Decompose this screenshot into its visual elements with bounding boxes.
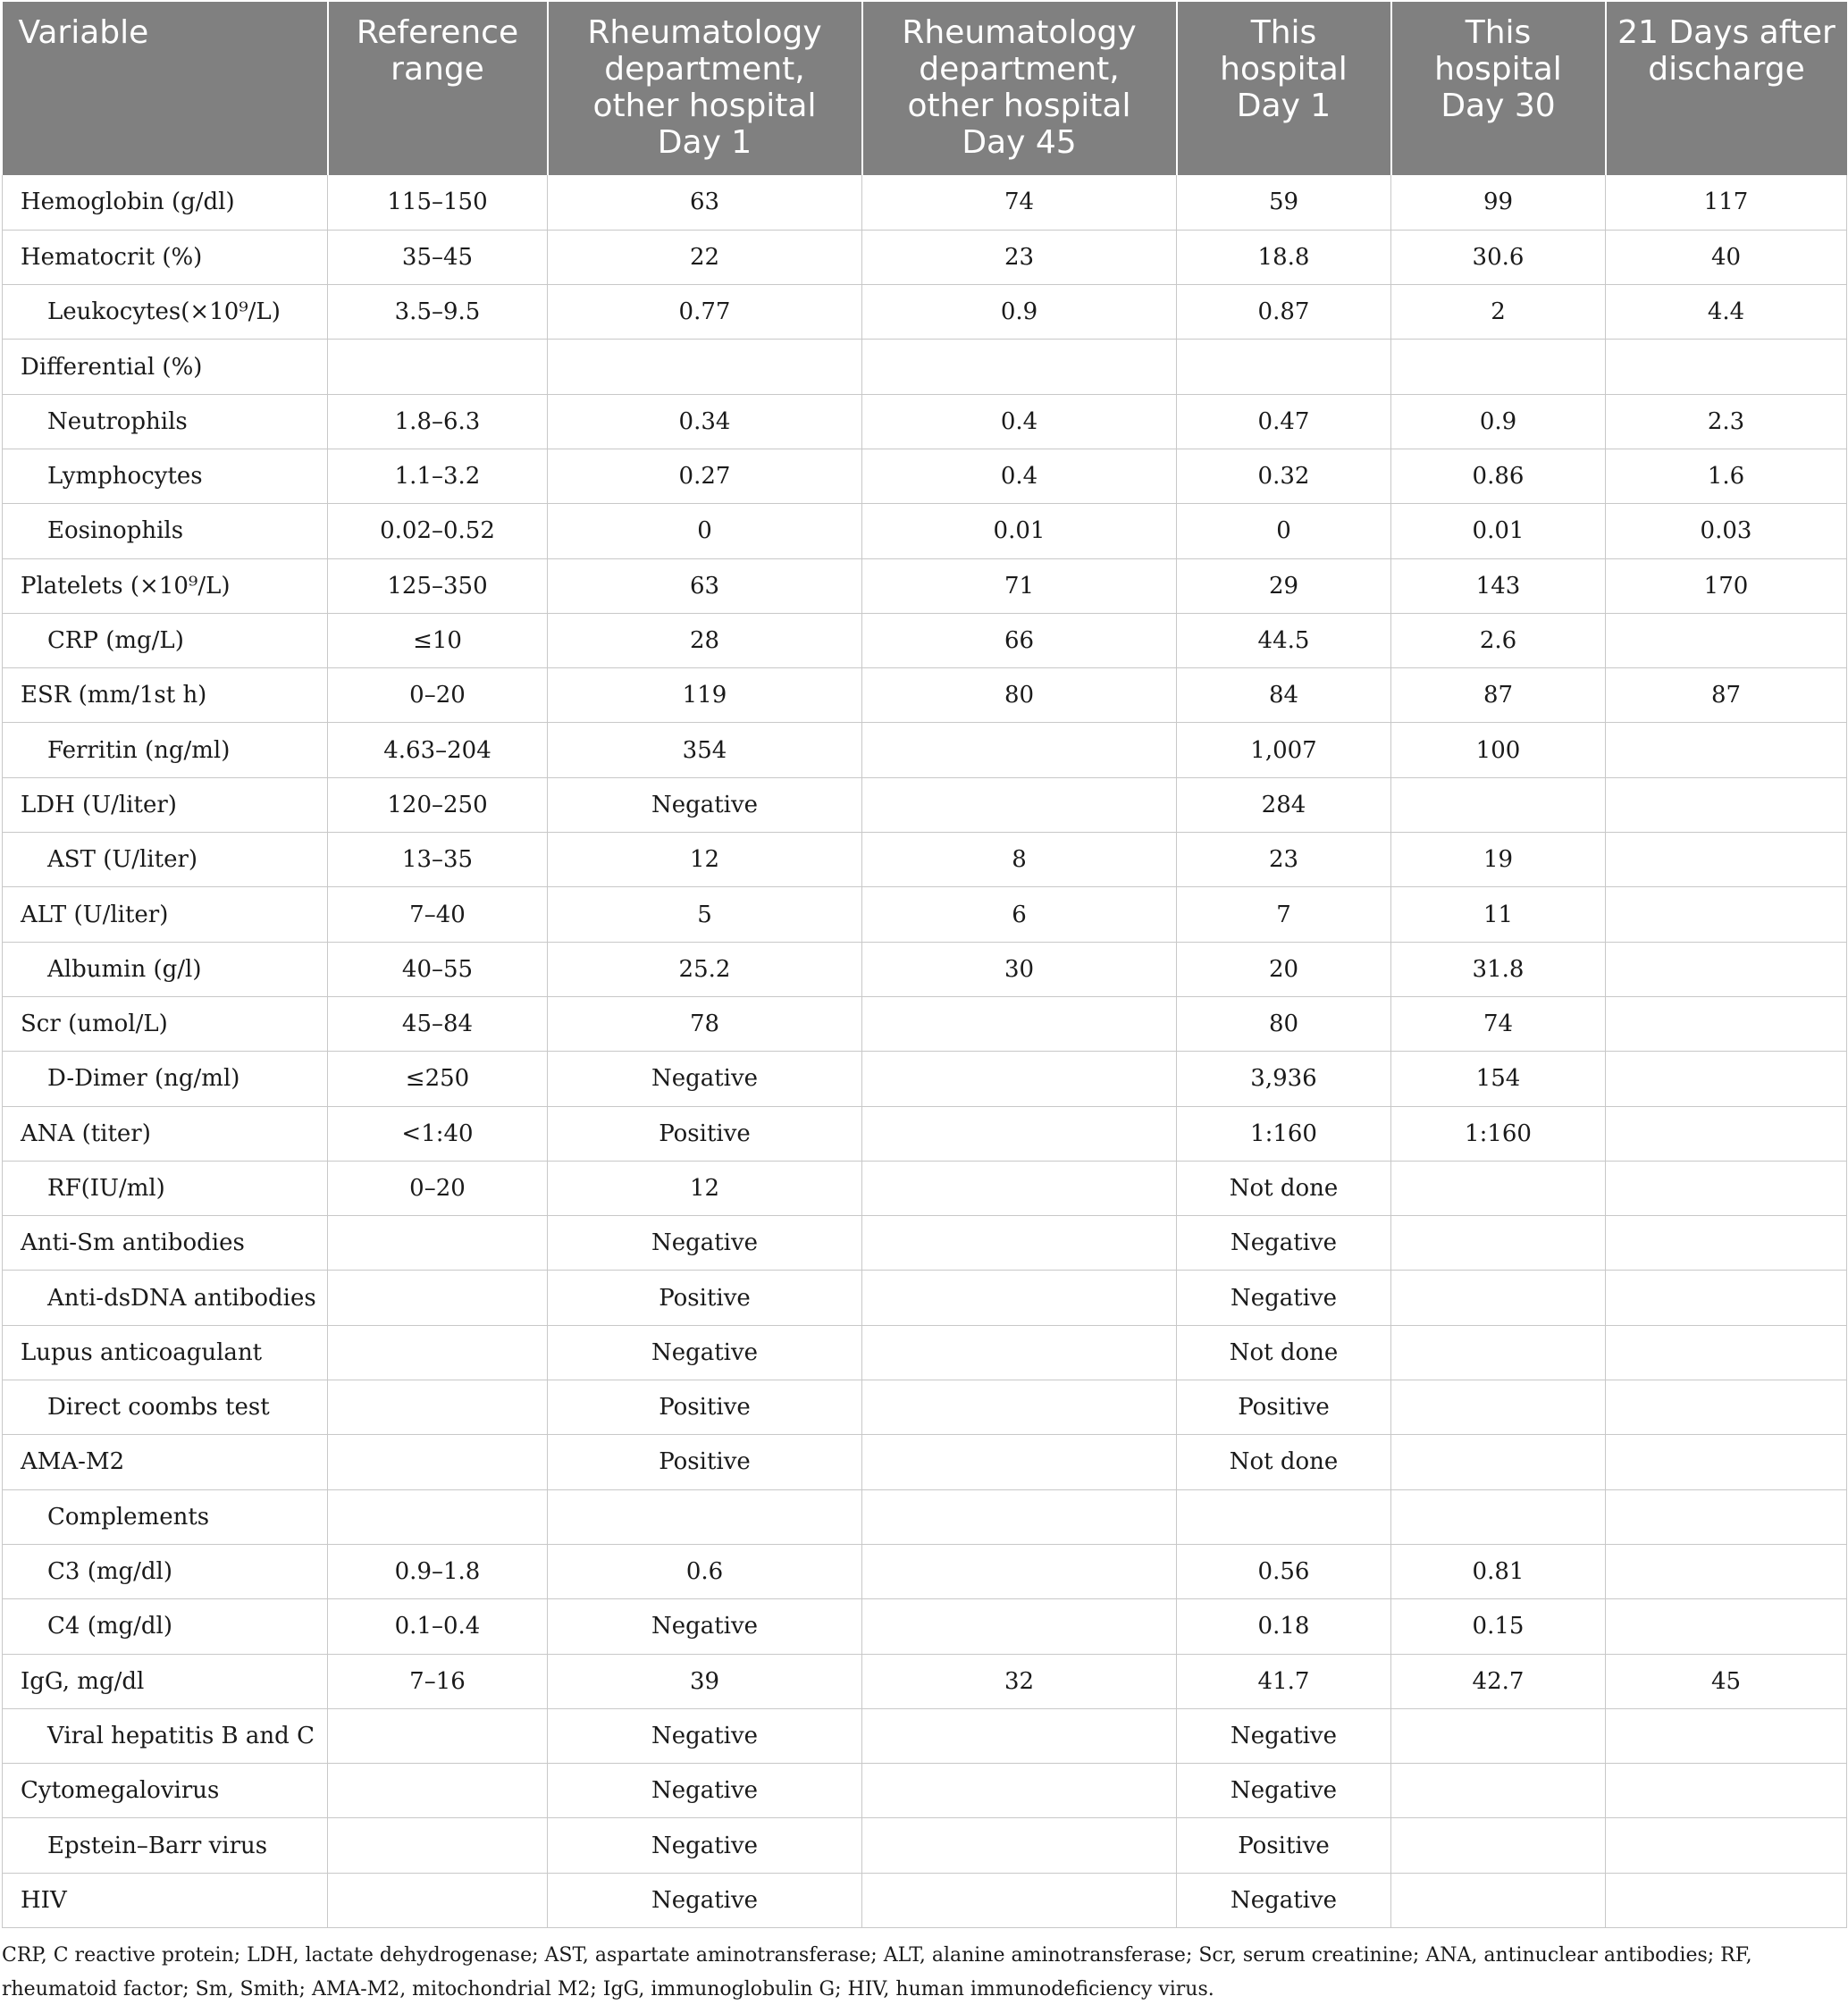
value-cell: Negative <box>548 1873 862 1927</box>
value-cell <box>1177 340 1391 394</box>
value-cell: 0.01 <box>862 504 1177 558</box>
column-header-line: Day 30 <box>1441 88 1556 124</box>
table-row <box>3 504 1847 558</box>
column-header-line: This <box>1465 14 1532 51</box>
value-cell: 45–84 <box>328 996 548 1051</box>
value-cell <box>328 1764 548 1818</box>
value-cell: 0.32 <box>1177 449 1391 503</box>
value-cell <box>328 1380 548 1435</box>
variable-cell: Ferritin (ng/ml) <box>3 723 328 777</box>
value-cell: 5 <box>548 887 862 942</box>
column-header-variable <box>3 2 328 175</box>
value-cell: 20 <box>1177 942 1391 996</box>
value-cell: 32 <box>862 1654 1177 1708</box>
table-row <box>3 1873 1847 1927</box>
value-cell <box>548 340 862 394</box>
value-cell: Negative <box>548 1325 862 1380</box>
value-cell: 0.02–0.52 <box>328 504 548 558</box>
table-row <box>3 1271 1847 1325</box>
value-cell: 12 <box>548 833 862 887</box>
value-cell <box>1606 833 1847 887</box>
column-header-line: department, <box>919 51 1120 88</box>
value-cell <box>862 996 1177 1051</box>
value-cell: 66 <box>862 613 1177 667</box>
value-cell <box>1606 1271 1847 1325</box>
value-cell: 63 <box>548 175 862 230</box>
value-cell: 1.6 <box>1606 449 1847 503</box>
value-cell: 23 <box>862 230 1177 284</box>
value-cell <box>1391 1818 1606 1873</box>
value-cell <box>862 1818 1177 1873</box>
value-cell <box>862 1708 1177 1763</box>
table-row <box>3 558 1847 613</box>
variable-cell: Epstein–Barr virus <box>3 1818 328 1873</box>
value-cell <box>862 777 1177 832</box>
value-cell: 0.6 <box>548 1544 862 1598</box>
variable-cell: Lymphocytes <box>3 449 328 503</box>
value-cell: 0.4 <box>862 394 1177 449</box>
column-header-reference-range <box>328 2 548 175</box>
value-cell: 30.6 <box>1391 230 1606 284</box>
value-cell <box>862 1599 1177 1654</box>
value-cell: 0.56 <box>1177 1544 1391 1598</box>
value-cell: 99 <box>1391 175 1606 230</box>
value-cell <box>862 1544 1177 1598</box>
value-cell: 22 <box>548 230 862 284</box>
value-cell: 0.86 <box>1391 449 1606 503</box>
variable-cell: Direct coombs test <box>3 1380 328 1435</box>
column-header-line: hospital <box>1434 51 1562 88</box>
column-header-line: other hospital <box>907 88 1131 124</box>
column-header-line: other hospital <box>592 88 817 124</box>
variable-cell: Hematocrit (%) <box>3 230 328 284</box>
value-cell <box>1606 1544 1847 1598</box>
value-cell <box>328 1216 548 1271</box>
value-cell: Negative <box>1177 1216 1391 1271</box>
value-cell: 0.27 <box>548 449 862 503</box>
value-cell: 84 <box>1177 668 1391 723</box>
value-cell: 284 <box>1177 777 1391 832</box>
value-cell: 19 <box>1391 833 1606 887</box>
value-cell: 35–45 <box>328 230 548 284</box>
value-cell: 63 <box>548 558 862 613</box>
value-cell <box>1177 1489 1391 1544</box>
value-cell <box>1606 1052 1847 1106</box>
table-row <box>3 1435 1847 1489</box>
table-row <box>3 723 1847 777</box>
value-cell: 4.4 <box>1606 285 1847 340</box>
value-cell: 117 <box>1606 175 1847 230</box>
value-cell: 71 <box>862 558 1177 613</box>
column-header-line: hospital <box>1220 51 1348 88</box>
value-cell <box>1606 777 1847 832</box>
value-cell <box>548 1489 862 1544</box>
value-cell: 0–20 <box>328 668 548 723</box>
value-cell: 28 <box>548 613 862 667</box>
value-cell: 78 <box>548 996 862 1051</box>
value-cell: 6 <box>862 887 1177 942</box>
value-cell: 2 <box>1391 285 1606 340</box>
value-cell: Negative <box>548 1818 862 1873</box>
value-cell <box>1606 1489 1847 1544</box>
table-footnote: CRP, C reactive protein; LDH, lactate dehydrogenase; AST, aspartate aminotransferase; ALT, alanine aminotransferase; Scr, serum creatinine; ANA, antinuclear antibodies; RF, rheumatoid factor; Sm, Smith; AMA-M2, mitochondrial M2; IgG, immunoglobulin G; HIV, human immunodeficiency virus. <box>2 1944 1752 2000</box>
value-cell: 0 <box>548 504 862 558</box>
value-cell <box>1606 1216 1847 1271</box>
value-cell: Positive <box>548 1435 862 1489</box>
value-cell: 0–20 <box>328 1161 548 1215</box>
variable-cell: HIV <box>3 1873 328 1927</box>
value-cell: 1.1–3.2 <box>328 449 548 503</box>
value-cell <box>1606 1435 1847 1489</box>
column-header-line: range <box>391 51 484 88</box>
variable-cell: C4 (mg/dl) <box>3 1599 328 1654</box>
variable-cell: IgG, mg/dl <box>3 1654 328 1708</box>
variable-cell: Lupus anticoagulant <box>3 1325 328 1380</box>
variable-cell: Scr (umol/L) <box>3 996 328 1051</box>
value-cell <box>862 1106 1177 1161</box>
variable-cell: Cytomegalovirus <box>3 1764 328 1818</box>
value-cell: Not done <box>1177 1325 1391 1380</box>
value-cell <box>862 1489 1177 1544</box>
value-cell <box>862 723 1177 777</box>
variable-cell: CRP (mg/L) <box>3 613 328 667</box>
value-cell: 0.4 <box>862 449 1177 503</box>
value-cell: Negative <box>1177 1764 1391 1818</box>
column-header-line: Day 45 <box>962 124 1077 161</box>
table-body <box>3 175 1847 1928</box>
value-cell <box>1391 777 1606 832</box>
table-header <box>3 2 1847 175</box>
value-cell: 354 <box>548 723 862 777</box>
value-cell: 0.9 <box>862 285 1177 340</box>
table-row <box>3 1708 1847 1763</box>
value-cell: 40–55 <box>328 942 548 996</box>
value-cell: 11 <box>1391 887 1606 942</box>
header-row <box>3 2 1847 175</box>
column-header-line: Variable <box>18 14 149 51</box>
value-cell: 0.03 <box>1606 504 1847 558</box>
variable-cell: Platelets (×10⁹/L) <box>3 558 328 613</box>
value-cell <box>328 1708 548 1763</box>
value-cell: 0 <box>1177 504 1391 558</box>
value-cell <box>862 1161 1177 1215</box>
value-cell <box>862 1271 1177 1325</box>
value-cell: 0.77 <box>548 285 862 340</box>
table-row <box>3 1599 1847 1654</box>
value-cell <box>862 1435 1177 1489</box>
variable-cell: Anti-Sm antibodies <box>3 1216 328 1271</box>
value-cell: 30 <box>862 942 1177 996</box>
value-cell: 0.34 <box>548 394 862 449</box>
variable-cell: Albumin (g/l) <box>3 942 328 996</box>
value-cell: 80 <box>862 668 1177 723</box>
value-cell: 4.63–204 <box>328 723 548 777</box>
value-cell: 0.01 <box>1391 504 1606 558</box>
value-cell: Negative <box>548 1216 862 1271</box>
value-cell: Negative <box>548 1708 862 1763</box>
value-cell: 0.9 <box>1391 394 1606 449</box>
value-cell <box>328 1873 548 1927</box>
value-cell <box>1391 1764 1606 1818</box>
value-cell <box>328 1435 548 1489</box>
table-row <box>3 1818 1847 1873</box>
value-cell <box>1606 1106 1847 1161</box>
value-cell: 120–250 <box>328 777 548 832</box>
value-cell: 154 <box>1391 1052 1606 1106</box>
value-cell <box>328 1325 548 1380</box>
variable-cell: Eosinophils <box>3 504 328 558</box>
value-cell <box>1391 340 1606 394</box>
value-cell <box>328 340 548 394</box>
value-cell: ≤250 <box>328 1052 548 1106</box>
value-cell: 143 <box>1391 558 1606 613</box>
value-cell: 87 <box>1606 668 1847 723</box>
value-cell: 18.8 <box>1177 230 1391 284</box>
value-cell <box>1391 1161 1606 1215</box>
value-cell: 1.8–6.3 <box>328 394 548 449</box>
table-row <box>3 833 1847 887</box>
value-cell: 170 <box>1606 558 1847 613</box>
value-cell <box>1391 1380 1606 1435</box>
value-cell: Negative <box>548 1764 862 1818</box>
value-cell: 0.47 <box>1177 394 1391 449</box>
value-cell <box>1606 1161 1847 1215</box>
variable-cell: Differential (%) <box>3 340 328 394</box>
column-header-line: discharge <box>1648 51 1805 88</box>
value-cell: Not done <box>1177 1435 1391 1489</box>
table-row <box>3 1106 1847 1161</box>
value-cell <box>328 1818 548 1873</box>
column-header-line: department, <box>604 51 805 88</box>
table-row <box>3 175 1847 230</box>
column-header-after-discharge-21days <box>1606 2 1847 175</box>
value-cell: 74 <box>862 175 1177 230</box>
table-row <box>3 1161 1847 1215</box>
column-header-line: Rheumatology <box>587 14 822 51</box>
value-cell <box>1391 1325 1606 1380</box>
value-cell <box>1606 1818 1847 1873</box>
value-cell <box>862 1052 1177 1106</box>
value-cell: 0.87 <box>1177 285 1391 340</box>
value-cell: 45 <box>1606 1654 1847 1708</box>
value-cell: 100 <box>1391 723 1606 777</box>
value-cell <box>862 1216 1177 1271</box>
value-cell <box>1606 1708 1847 1763</box>
value-cell <box>1606 1380 1847 1435</box>
value-cell: 29 <box>1177 558 1391 613</box>
table-row <box>3 1764 1847 1818</box>
value-cell: 3,936 <box>1177 1052 1391 1106</box>
table-row <box>3 1052 1847 1106</box>
variable-cell: Anti-dsDNA antibodies <box>3 1271 328 1325</box>
value-cell: Not done <box>1177 1161 1391 1215</box>
variable-cell: Viral hepatitis B and C <box>3 1708 328 1763</box>
table-row <box>3 394 1847 449</box>
table-row <box>3 996 1847 1051</box>
column-header-line: This <box>1250 14 1317 51</box>
value-cell: Positive <box>1177 1818 1391 1873</box>
value-cell: 25.2 <box>548 942 862 996</box>
value-cell: Negative <box>548 1052 862 1106</box>
value-cell <box>1606 340 1847 394</box>
value-cell: 7–16 <box>328 1654 548 1708</box>
variable-cell: AMA-M2 <box>3 1435 328 1489</box>
value-cell: 0.1–0.4 <box>328 1599 548 1654</box>
variable-cell: LDH (U/liter) <box>3 777 328 832</box>
value-cell: 13–35 <box>328 833 548 887</box>
value-cell <box>1606 996 1847 1051</box>
value-cell <box>1391 1708 1606 1763</box>
value-cell <box>1606 1325 1847 1380</box>
variable-cell: C3 (mg/dl) <box>3 1544 328 1598</box>
value-cell: Negative <box>548 777 862 832</box>
value-cell <box>1391 1489 1606 1544</box>
column-header-line: Day 1 <box>657 124 752 161</box>
table-row <box>3 230 1847 284</box>
value-cell: 59 <box>1177 175 1391 230</box>
value-cell: 12 <box>548 1161 862 1215</box>
value-cell: 0.15 <box>1391 1599 1606 1654</box>
table-row <box>3 1489 1847 1544</box>
value-cell: 0.9–1.8 <box>328 1544 548 1598</box>
value-cell: 87 <box>1391 668 1606 723</box>
value-cell: 39 <box>548 1654 862 1708</box>
value-cell: 1:160 <box>1177 1106 1391 1161</box>
value-cell <box>1391 1216 1606 1271</box>
value-cell: Negative <box>1177 1708 1391 1763</box>
column-header-line: 21 Days after <box>1617 14 1835 51</box>
column-header-this-hospital-day30 <box>1391 2 1606 175</box>
value-cell: 3.5–9.5 <box>328 285 548 340</box>
value-cell <box>1391 1873 1606 1927</box>
value-cell: 41.7 <box>1177 1654 1391 1708</box>
table-row <box>3 777 1847 832</box>
value-cell <box>1606 1873 1847 1927</box>
variable-cell: ALT (U/liter) <box>3 887 328 942</box>
value-cell <box>1606 1764 1847 1818</box>
value-cell <box>1606 887 1847 942</box>
variable-cell: Leukocytes(×10⁹/L) <box>3 285 328 340</box>
table-row <box>3 887 1847 942</box>
table-row <box>3 1325 1847 1380</box>
value-cell: <1:40 <box>328 1106 548 1161</box>
variable-cell: Neutrophils <box>3 394 328 449</box>
value-cell <box>1606 1599 1847 1654</box>
value-cell: 42.7 <box>1391 1654 1606 1708</box>
value-cell <box>862 1325 1177 1380</box>
value-cell: Negative <box>1177 1271 1391 1325</box>
value-cell: 40 <box>1606 230 1847 284</box>
value-cell <box>862 1873 1177 1927</box>
table-row <box>3 1380 1847 1435</box>
column-header-other-hospital-day1 <box>548 2 862 175</box>
value-cell: 7–40 <box>328 887 548 942</box>
value-cell: Negative <box>1177 1873 1391 1927</box>
value-cell <box>862 340 1177 394</box>
column-header-line: Reference <box>356 14 519 51</box>
value-cell: ≤10 <box>328 613 548 667</box>
value-cell: Positive <box>548 1106 862 1161</box>
value-cell: 23 <box>1177 833 1391 887</box>
value-cell: 74 <box>1391 996 1606 1051</box>
value-cell: 1,007 <box>1177 723 1391 777</box>
value-cell: Positive <box>1177 1380 1391 1435</box>
value-cell: 119 <box>548 668 862 723</box>
variable-cell: Complements <box>3 1489 328 1544</box>
value-cell <box>862 1764 1177 1818</box>
value-cell <box>1606 723 1847 777</box>
value-cell: 44.5 <box>1177 613 1391 667</box>
variable-cell: ESR (mm/1st h) <box>3 668 328 723</box>
value-cell: 8 <box>862 833 1177 887</box>
table-row <box>3 340 1847 394</box>
table-row <box>3 668 1847 723</box>
value-cell <box>1606 613 1847 667</box>
value-cell: 80 <box>1177 996 1391 1051</box>
column-header-line: Day 1 <box>1236 88 1331 124</box>
value-cell <box>1606 942 1847 996</box>
variable-cell: D-Dimer (ng/ml) <box>3 1052 328 1106</box>
value-cell: 7 <box>1177 887 1391 942</box>
table-row <box>3 449 1847 503</box>
table-row <box>3 942 1847 996</box>
table-row <box>3 285 1847 340</box>
value-cell: 115–150 <box>328 175 548 230</box>
variable-cell: AST (U/liter) <box>3 833 328 887</box>
variable-cell: ANA (titer) <box>3 1106 328 1161</box>
value-cell: 2.6 <box>1391 613 1606 667</box>
value-cell: 125–350 <box>328 558 548 613</box>
column-header-this-hospital-day1 <box>1177 2 1391 175</box>
table-row <box>3 1654 1847 1708</box>
table-row <box>3 1216 1847 1271</box>
value-cell <box>1391 1435 1606 1489</box>
value-cell: 31.8 <box>1391 942 1606 996</box>
value-cell: 0.18 <box>1177 1599 1391 1654</box>
column-header-line: Rheumatology <box>902 14 1137 51</box>
column-header-other-hospital-day45 <box>862 2 1177 175</box>
value-cell: Negative <box>548 1599 862 1654</box>
table-row <box>3 1544 1847 1598</box>
value-cell: Positive <box>548 1271 862 1325</box>
value-cell: Positive <box>548 1380 862 1435</box>
value-cell <box>1391 1271 1606 1325</box>
value-cell <box>328 1489 548 1544</box>
variable-cell: RF(IU/ml) <box>3 1161 328 1215</box>
value-cell: 2.3 <box>1606 394 1847 449</box>
value-cell <box>862 1380 1177 1435</box>
table-row <box>3 613 1847 667</box>
lab-values-table <box>2 2 1847 1928</box>
variable-cell: Hemoglobin (g/dl) <box>3 175 328 230</box>
value-cell <box>328 1271 548 1325</box>
value-cell: 1:160 <box>1391 1106 1606 1161</box>
value-cell: 0.81 <box>1391 1544 1606 1598</box>
